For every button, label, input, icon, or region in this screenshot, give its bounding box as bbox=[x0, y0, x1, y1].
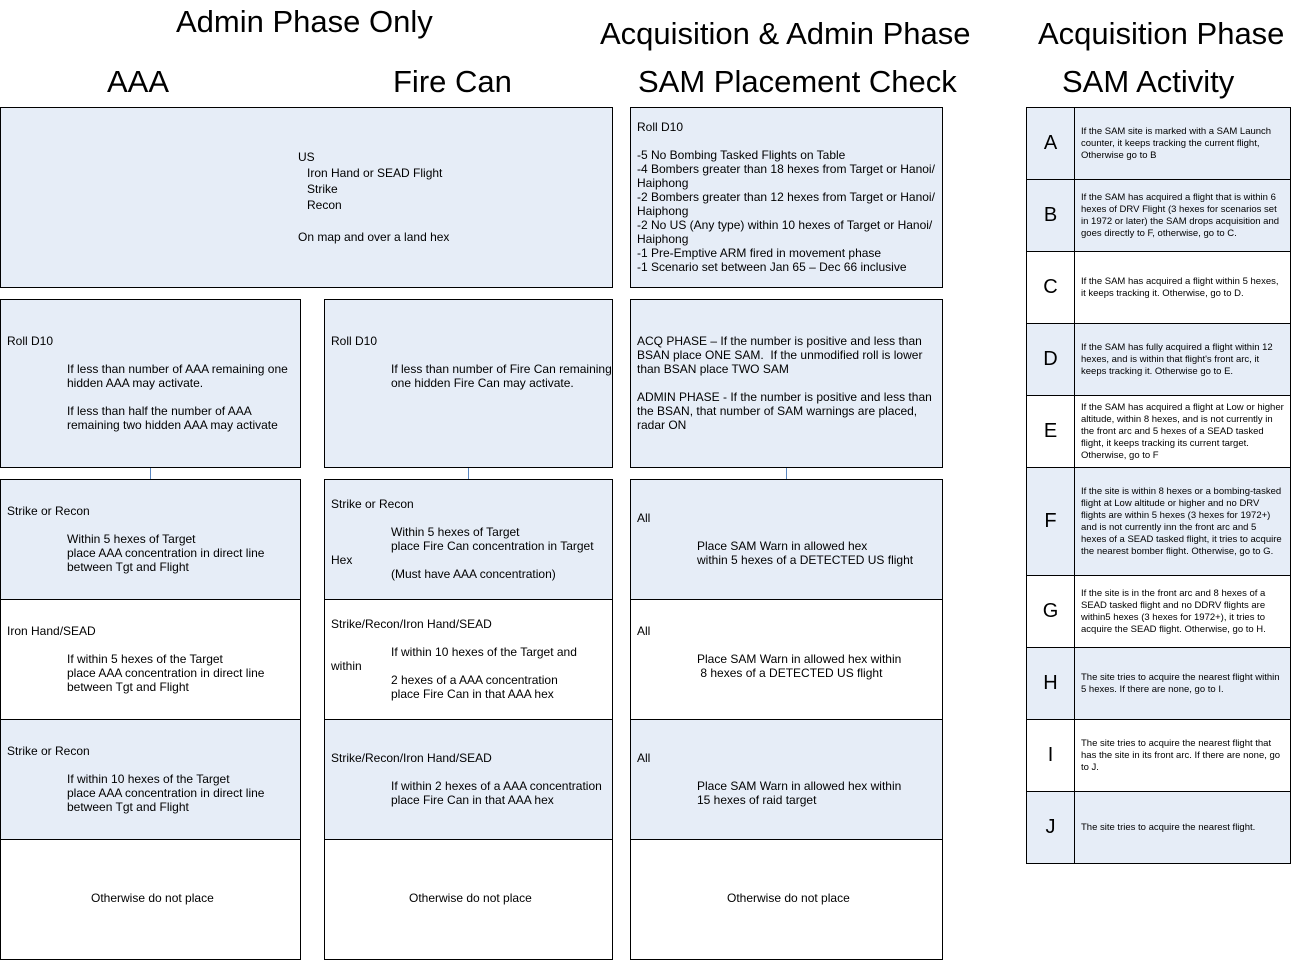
aaa-strike-recon-10-box bbox=[0, 719, 301, 840]
firecan-otherwise-box bbox=[324, 839, 613, 960]
firecan-strike-iron-box bbox=[324, 599, 613, 720]
sam-modifier: -1 Pre-Emptive ARM fired in movement phase bbox=[637, 246, 882, 260]
firecan-rule: If less than number of Fire Can remaining one hidden Fire Can may activate. bbox=[391, 362, 612, 390]
firecan-row-text: If within 2 hexes of a AAA concentration place Fire Can in that AAA hex bbox=[391, 779, 602, 807]
firecan-row-within: within bbox=[331, 659, 362, 673]
sam-activity-letter: E bbox=[1027, 396, 1075, 467]
aaa-row-text: If within 5 hexes of the Target place AAA concentration in direct line between Tgt and Flight bbox=[67, 652, 265, 694]
sam-activity-text: If the site is in the front arc and 8 hexes of a SEAD tasked flight and no DDRV flights are within5 hexes (3 hexes for 1972+), it tries to acquire the SEAD flight. Otherwise, go to H. bbox=[1081, 587, 1266, 635]
sam-activity-row bbox=[1026, 467, 1291, 576]
firecan-row-text: If within 10 hexes of the Target and bbox=[391, 645, 577, 659]
sam-activity-text: If the SAM has acquired a flight at Low or higher altitude, within 8 hexes, and is not currently in the front arc and 5 hexes of a SEAD tasked flight, it keeps tracking its current target. Otherwise, go to F bbox=[1081, 401, 1284, 461]
aaa-row-label: Iron Hand/SEAD bbox=[7, 624, 96, 638]
sam-acq-phase: ACQ PHASE – If the number is positive and less than BSAN place ONE SAM. If the unmodified roll is lower than BSAN place TWO SAM bbox=[637, 334, 923, 376]
sam-row-text: Place SAM Warn in allowed hex within 15 hexes of raid target bbox=[697, 779, 902, 807]
us-item: Recon bbox=[307, 198, 342, 212]
sam-row-label: All bbox=[637, 511, 651, 525]
sam-modifier: -2 No US (Any type) within 10 hexes of Target or Hanoi/ bbox=[637, 218, 933, 232]
sam-warn-5-box bbox=[630, 479, 943, 600]
sam-activity-letter: G bbox=[1027, 576, 1075, 647]
header-aaa: AAA bbox=[107, 64, 170, 99]
aaa-strike-recon-box bbox=[0, 479, 301, 600]
sam-modifier: -4 Bombers greater than 18 hexes from Target or Hanoi/ bbox=[637, 162, 935, 176]
sam-activity-text: If the SAM site is marked with a SAM Launch counter, it keeps tracking the current flight, Otherwise go to B bbox=[1081, 125, 1272, 161]
aaa-roll-box bbox=[0, 299, 301, 468]
sam-modifier: Haiphong bbox=[637, 232, 689, 246]
sam-modifier: Haiphong bbox=[637, 176, 689, 190]
sam-activity-letter: F bbox=[1027, 468, 1075, 575]
sam-warn-8-box bbox=[630, 599, 943, 720]
sam-activity-row bbox=[1026, 107, 1291, 180]
sam-check-modifiers-box bbox=[630, 107, 943, 288]
sam-activity-letter: H bbox=[1027, 648, 1075, 719]
header-acq-admin-phase: Acquisition & Admin Phase bbox=[600, 16, 971, 51]
us-item: Iron Hand or SEAD Flight bbox=[307, 166, 443, 180]
us-item: Strike bbox=[307, 182, 338, 196]
sam-activity-text: The site tries to acquire the nearest flight within 5 hexes. If there are none, go to I. bbox=[1081, 671, 1280, 695]
sam-modifier: Haiphong bbox=[637, 204, 689, 218]
sam-activity-text: If the SAM has acquired a flight that is within 6 hexes of DRV Flight (3 hexes for scenarios set in 1972 or later) the SAM drops acquisition and goes directly to F, otherwise, go to C. bbox=[1081, 191, 1280, 239]
us-label: US bbox=[298, 150, 315, 164]
firecan-otherwise: Otherwise do not place bbox=[409, 891, 532, 905]
sam-admin-phase: ADMIN PHASE - If the number is positive and less than the BSAN, that number of SAM warnings are placed, radar ON bbox=[637, 390, 932, 432]
header-sam-placement-check: SAM Placement Check bbox=[638, 64, 957, 99]
aaa-row-label: Strike or Recon bbox=[7, 504, 90, 518]
firecan-row-label: Strike/Recon/Iron Hand/SEAD bbox=[331, 617, 492, 631]
firecan-row-label: Strike/Recon/Iron Hand/SEAD bbox=[331, 751, 492, 765]
sam-activity-row bbox=[1026, 179, 1291, 252]
firecan-strike-recon-box bbox=[324, 479, 613, 600]
header-admin-phase-only: Admin Phase Only bbox=[176, 4, 433, 39]
sam-row-label: All bbox=[637, 624, 651, 638]
sam-phase-box bbox=[630, 299, 943, 468]
firecan-strike-iron-2-box bbox=[324, 719, 613, 840]
aaa-otherwise-box bbox=[0, 839, 301, 960]
aaa-row-label: Strike or Recon bbox=[7, 744, 90, 758]
sam-activity-row bbox=[1026, 575, 1291, 648]
sam-modifier: -1 Scenario set between Jan 65 – Dec 66 inclusive bbox=[637, 260, 907, 274]
sam-activity-text: If the SAM has acquired a flight within 5 hexes, it keeps tracking it. Otherwise, go to D. bbox=[1081, 275, 1279, 299]
sam-activity-letter: I bbox=[1027, 720, 1075, 791]
sam-row-text: Place SAM Warn in allowed hex within 5 hexes of a DETECTED US flight bbox=[697, 539, 914, 567]
sam-activity-letter: B bbox=[1027, 180, 1075, 251]
aaa-rule: If less than number of AAA remaining one hidden AAA may activate. bbox=[67, 362, 288, 390]
firecan-roll-label: Roll D10 bbox=[331, 334, 378, 348]
header-acquisition-phase: Acquisition Phase bbox=[1038, 16, 1285, 51]
aaa-row-text: Within 5 hexes of Target place AAA concentration in direct line between Tgt and Flight bbox=[67, 532, 265, 574]
firecan-row-text: Within 5 hexes of Target place Fire Can concentration in Target bbox=[391, 525, 594, 553]
sam-roll-label: Roll D10 bbox=[637, 120, 684, 134]
sam-activity-row bbox=[1026, 251, 1291, 324]
firecan-row-note: (Must have AAA concentration) bbox=[391, 567, 556, 581]
aaa-iron-hand-box bbox=[0, 599, 301, 720]
sam-row-label: All bbox=[637, 751, 651, 765]
header-sam-activity: SAM Activity bbox=[1062, 64, 1235, 99]
sam-activity-letter: A bbox=[1027, 108, 1075, 179]
sam-activity-row bbox=[1026, 323, 1291, 396]
us-flight-box bbox=[0, 107, 613, 288]
firecan-row-label: Strike or Recon bbox=[331, 497, 414, 511]
sam-activity-row bbox=[1026, 395, 1291, 468]
sam-activity-letter: J bbox=[1027, 792, 1075, 863]
sam-activity-row bbox=[1026, 791, 1291, 864]
firecan-row-hex: Hex bbox=[331, 553, 353, 567]
aaa-rule: If less than half the number of AAA remaining two hidden AAA may activate bbox=[67, 404, 278, 432]
sam-modifier: -5 No Bombing Tasked Flights on Table bbox=[637, 148, 846, 162]
sam-activity-text: The site tries to acquire the nearest flight that has the site in its front arc. If there are none, go to J. bbox=[1081, 737, 1281, 773]
sam-activity-letter: C bbox=[1027, 252, 1075, 323]
header-fire-can: Fire Can bbox=[393, 64, 512, 99]
aaa-roll-label: Roll D10 bbox=[7, 334, 54, 348]
sam-activity-text: If the site is within 8 hexes or a bombing-tasked flight at Low altitude or higher and no DRV flights are within 5 hexes (3 hexes for 1972+) and is not currently inn the front arc and 5 hexes of a SEAD tasked flight, it tries to acquire the nearest bomber flight. Otherwise, go to G. bbox=[1081, 485, 1282, 557]
sam-activity-row bbox=[1026, 719, 1291, 792]
sam-activity-text: If the SAM has fully acquired a flight within 12 hexes, and is within that flight's front arc, it keeps tracking it. Otherwise go to E. bbox=[1081, 341, 1273, 377]
sam-otherwise-box bbox=[630, 839, 943, 960]
firecan-roll-box bbox=[324, 299, 613, 468]
sam-modifier: -2 Bombers greater than 12 hexes from Target or Hanoi/ bbox=[637, 190, 935, 204]
aaa-otherwise: Otherwise do not place bbox=[91, 891, 214, 905]
sam-otherwise: Otherwise do not place bbox=[727, 891, 850, 905]
us-condition: On map and over a land hex bbox=[298, 230, 450, 244]
sam-activity-row bbox=[1026, 647, 1291, 720]
sam-row-text: Place SAM Warn in allowed hex within 8 hexes of a DETECTED US flight bbox=[697, 652, 902, 680]
aaa-row-text: If within 10 hexes of the Target place AAA concentration in direct line between Tgt and Flight bbox=[67, 772, 265, 814]
sam-activity-letter: D bbox=[1027, 324, 1075, 395]
sam-activity-text: The site tries to acquire the nearest flight. bbox=[1081, 821, 1256, 833]
firecan-row-text: 2 hexes of a AAA concentration place Fire Can in that AAA hex bbox=[391, 673, 558, 701]
sam-warn-15-box bbox=[630, 719, 943, 840]
